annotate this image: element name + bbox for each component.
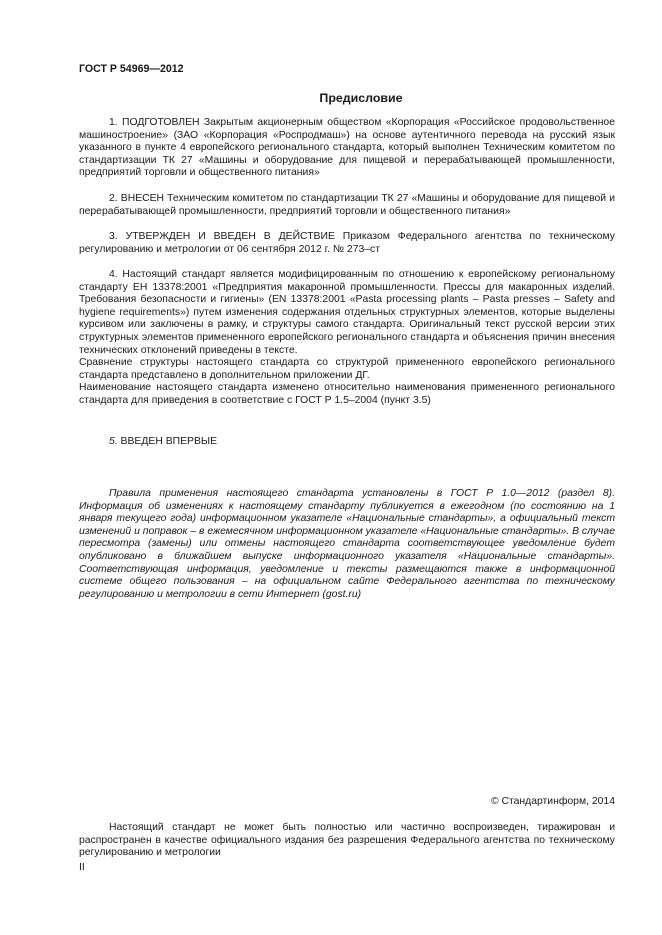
foreword-item-2 [79, 193, 615, 218]
foreword-item-4-text: 4. Настоящий стандарт является модифицированным по отношению к европейскому региональному стандарту ЕН 13378:2001 «Предприятия макаронной промышленности. Прессы для макаронных изделий. Требования безопасности и гигиены» (EN 13378:2001 «Pasta processing plants – Pasta presses – Safety and hygiene requirements») путем изменения содержания отдельных структурных элементов, которые выделены курсивом или заключены в рамку, и структуры самого стандарта. Оригинальный текст русской версии этих структурных элементов примененного европейского регионального стандарта и объяснения причин внесения технических отклонений приведены в тексте. [79, 269, 615, 356]
page-title: Предисловие [319, 91, 403, 105]
page-number: II [79, 862, 85, 873]
standard-code: ГОСТ Р 54969—2012 [79, 63, 184, 75]
foreword-item-1 [79, 117, 615, 180]
foreword-item-5-number: 5. [109, 436, 118, 447]
copyright: © Стандартинформ, 2014 [490, 796, 615, 807]
application-rules [79, 488, 615, 601]
foreword-item-3-text: 3. УТВЕРЖДЕН И ВВЕДЕН В ДЕЙСТВИЕ Приказом Федерального агентства по техническому регулированию и метрологии от 06 сентября 2012 г. № 273–ст [79, 231, 615, 255]
reproduction-notice [79, 822, 615, 860]
foreword-item-4 [79, 269, 615, 408]
foreword-item-3 [79, 231, 615, 256]
foreword-item-5-text: ВВЕДЕН ВПЕРВЫЕ [117, 436, 218, 447]
application-rules-text: Правила применения настоящего стандарта установлены в ГОСТ Р 1.0—2012 (раздел 8). Информация об изменениях к настоящему стандарту публикуется в ежегодном (по состоянию на 1 января текущего года) информационном указателе «Национальные стандарты», а официальный текст изменений и поправок – в ежемесячном информационном указателе «Национальные стандарты». В случае пересмотра (замены) или отмены настоящего стандарта соответствующее уведомление будет опубликовано в ближайшем выпуске информационного указателя «Национальные стандарты». Соответствующая информация, уведомление и тексты размещаются также в информационной системе общего пользования – на официальном сайте Федерального агентства по техническому регулированию и метрологии в сети Интернет (gost.ru) [79, 488, 615, 600]
reproduction-notice-text: Настоящий стандарт не может быть полностью или частично воспроизведен, тиражирован и распространен в качестве официального издания без разрешения Федерального агентства по техническому регулированию и метрологии [79, 822, 615, 859]
foreword-item-4-name-change: Наименование настоящего стандарта изменено относительно наименования примененного регионального стандарта для приведения в соответствие с ГОСТ Р 1.5–2004 (пункт 3.5) [79, 382, 615, 406]
foreword-item-4-comparison: Сравнение структуры настоящего стандарта со структурой примененного европейского регионального стандарта представлено в дополнительном приложении ДГ. [79, 357, 615, 381]
foreword-item-5 [79, 436, 615, 449]
foreword-item-1-text: 1. ПОДГОТОВЛЕН Закрытым акционерным обществом «Корпорация «Российское продовольственное машиностроение» (ЗАО «Корпорация «Роспродмаш») на основе аутентичного перевода на русский язык указанного в пункте 4 европейского регионального стандарта, который выполнен Техническим комитетом по стандартизации ТК 27 «Машины и оборудование для пищевой и перерабатывающей промышленности, предприятий торговли и общественного питания» [79, 117, 615, 179]
foreword-item-5-line [79, 436, 615, 449]
foreword-item-2-text: 2. ВНЕСЕН Техническим комитетом по стандартизации ТК 27 «Машины и оборудование для пищевой и перерабатывающей промышленности, предприятий торговли и общественного питания» [79, 193, 615, 217]
